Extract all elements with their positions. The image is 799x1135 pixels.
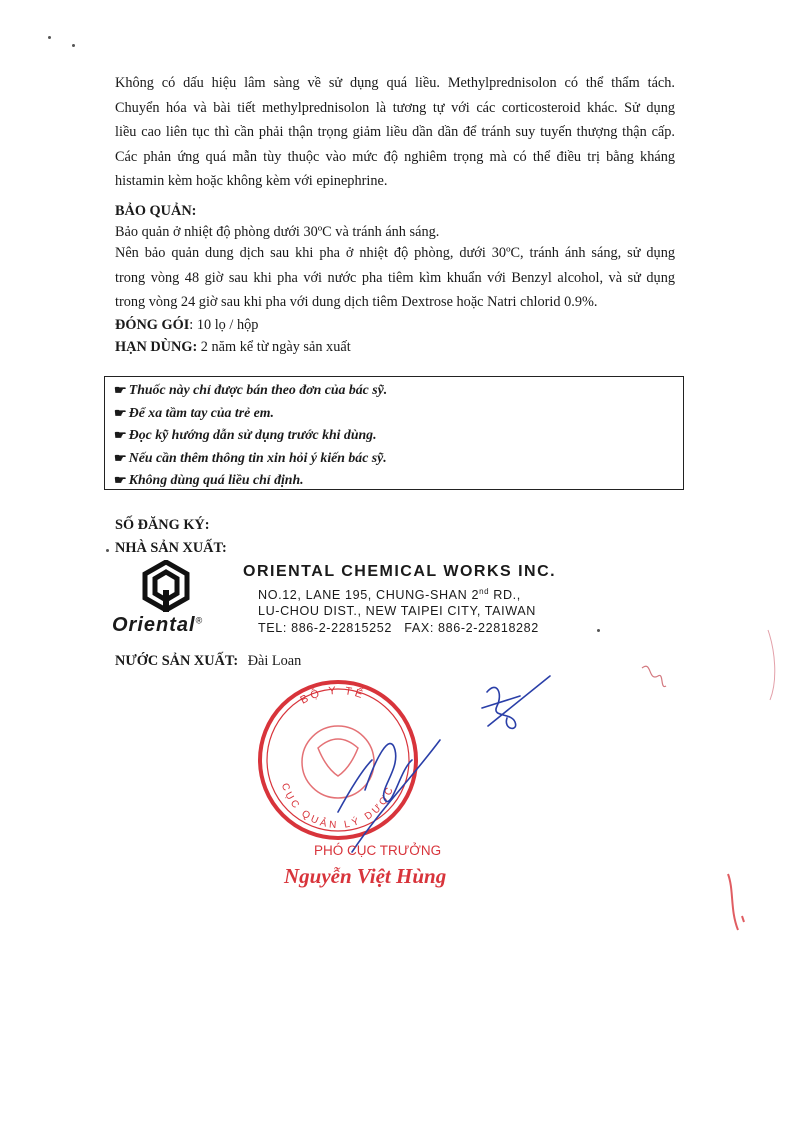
warning-text: Không dùng quá liều chỉ định.	[128, 472, 304, 487]
paragraph-line: Chuyển hóa và bài tiết methylprednisolon là tương tự với các corticosteroid khác. Sử dụng	[115, 99, 675, 116]
stamp-top-text: BỘ Y TẾ	[298, 684, 367, 707]
registered-mark: ®	[195, 615, 204, 626]
manufacturer-address-1	[258, 587, 521, 602]
storage-paragraph	[115, 241, 675, 315]
paragraph-line: trong vòng 48 giờ sau khi pha với nước pha tiêm kìm khuẩn với Benzyl alcohol, và sử dụng	[115, 269, 675, 286]
signer-name: Nguyễn Việt Hùng	[284, 864, 447, 888]
paragraph-line: Các phản ứng quá mẫn tùy thuộc vào mức độ nghiêm trọng mà có thể điều trị bằng kháng	[115, 148, 675, 165]
warning-item	[115, 469, 683, 492]
warning-text: Đọc kỹ hướng dẫn sử dụng trước khi dùng.	[128, 427, 377, 442]
manufacturer-phone-fax: TEL: 886-2-22815252 FAX: 886-2-22818282	[258, 621, 539, 635]
oriental-logo-icon	[140, 560, 192, 612]
packaging-value: : 10 lọ / hộp	[189, 317, 259, 333]
pointing-hand-icon: ☛	[113, 428, 127, 442]
warning-item	[115, 402, 683, 425]
pointing-hand-icon: ☛	[113, 450, 127, 465]
warning-text: Nếu cần thêm thông tin xin hỏi ý kiến bác sỹ.	[128, 449, 387, 465]
warning-text: Thuốc này chỉ được bán theo đơn của bác sỹ.	[128, 382, 388, 397]
country-label: NƯỚC SẢN XUẤT:	[115, 653, 239, 669]
packaging-line	[115, 313, 258, 338]
svg-text:BỘ Y TẾ	[298, 685, 367, 707]
address-text: NO.12, LANE 195, CHUNG-SHAN 2	[258, 588, 480, 603]
scan-speck	[72, 44, 75, 47]
shelf-life-value: 2 năm kể từ ngày sản xuất	[197, 339, 351, 355]
pointing-hand-icon: ☛	[113, 383, 127, 397]
shelf-life-line	[115, 335, 351, 360]
paragraph-line: trong vòng 24 giờ sau khi pha với dung dịch tiêm Dextrose hoặc Natri chlorid 0.9%.	[115, 294, 598, 310]
storage-heading: BẢO QUẢN:	[115, 203, 197, 219]
address-superscript: nd	[479, 587, 490, 596]
scan-speck	[597, 629, 600, 632]
manufacturer-name: ORIENTAL CHEMICAL WORKS INC.	[243, 563, 557, 580]
overdose-paragraph	[115, 71, 675, 194]
manufacturer-address-2: LU-CHOU DIST., NEW TAIPEI CITY, TAIWAN	[258, 604, 536, 618]
stamp-ring-text: CỤC QUẢN LÝ DƯỢC	[278, 781, 397, 832]
warning-text: Để xa tầm tay của trẻ em.	[128, 404, 274, 420]
paragraph-line: Không có dấu hiệu lâm sàng về sử dụng quá liều. Methylprednisolon có thể thẩm tách.	[115, 75, 675, 91]
paragraph-line: Nên bảo quản dung dịch sau khi pha ở nhiệt độ phòng, dưới 30ºC, tránh ánh sáng, sử dụng	[115, 245, 675, 261]
pointing-hand-icon: ☛	[113, 405, 127, 420]
oriental-logo-wordmark	[112, 614, 203, 637]
storage-line: Bảo quản ở nhiệt độ phòng dưới 30ºC và tránh ánh sáng.	[115, 224, 440, 240]
warning-item	[115, 447, 683, 470]
pointing-hand-icon: ☛	[113, 473, 127, 487]
shelf-life-label: HẠN DÙNG:	[115, 339, 198, 355]
paragraph-line: liều cao liên tục thì cần phải thận trọng giảm liều dần dần để tránh suy tuyến thượng thận cấp.	[115, 124, 675, 140]
warning-item	[115, 424, 683, 447]
country-value: Đài Loan	[247, 653, 302, 669]
warning-item	[115, 379, 683, 402]
paragraph-line: histamin kèm hoặc không kèm với epinephrine.	[115, 173, 388, 189]
signature-strokes	[338, 676, 550, 852]
scan-speck	[106, 549, 109, 552]
scan-speck	[48, 36, 51, 39]
country-line	[115, 649, 301, 674]
manufacturer-label: NHÀ SẢN XUẤT:	[115, 540, 227, 556]
deputy-director-title: PHÓ CỤC TRƯỞNG	[314, 843, 442, 858]
address-text: RD.,	[489, 588, 521, 603]
logo-text: Oriental	[112, 614, 196, 636]
packaging-label: ĐÓNG GÓI	[115, 317, 190, 333]
warning-box	[104, 376, 684, 490]
registration-label: SỐ ĐĂNG KÝ:	[115, 517, 210, 533]
svg-text:CỤC QUẢN LÝ DƯỢC	[279, 782, 397, 831]
